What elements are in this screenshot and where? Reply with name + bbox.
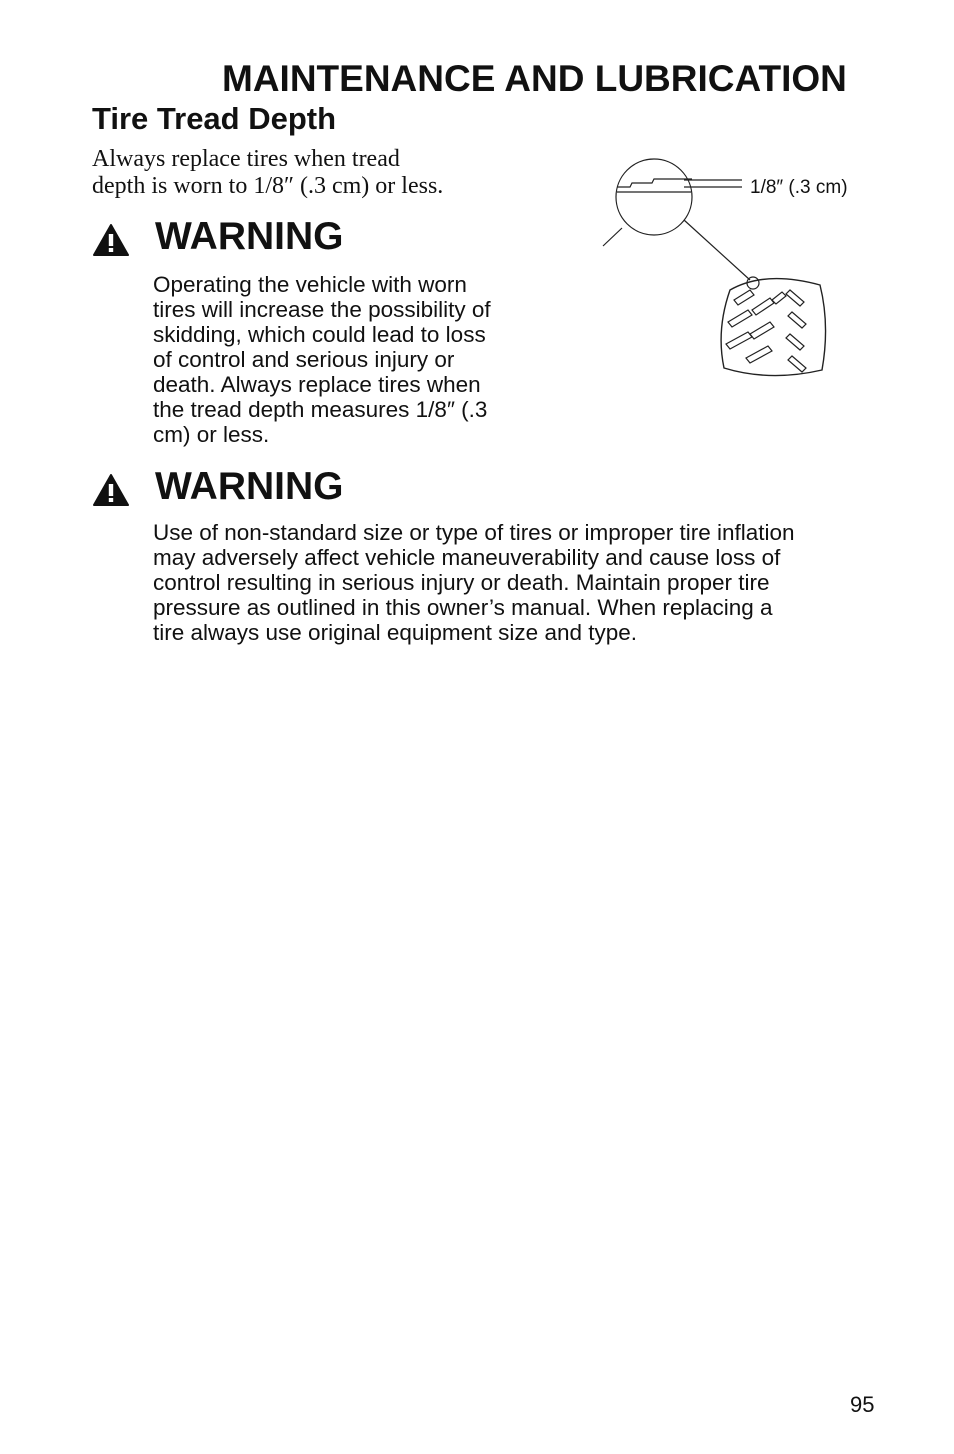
warning-body — [153, 520, 795, 645]
warning-line: tires will increase the possibility of — [153, 297, 491, 322]
intro-paragraph — [92, 146, 562, 200]
warning-title: WARNING — [155, 215, 344, 258]
tread-depth-label: 1/8″ (.3 cm) — [750, 177, 848, 198]
warning-line: cm) or less. — [153, 422, 270, 447]
intro-line: depth is worn to 1/8″ (.3 cm) or less. — [92, 173, 444, 199]
warning-line: the tread depth measures 1/8″ (.3 — [153, 397, 488, 422]
warning-triangle-icon — [92, 223, 130, 257]
intro-line: Always replace tires when tread — [92, 146, 400, 172]
warning-line: may adversely affect vehicle maneuverability and cause loss of — [153, 545, 781, 570]
warning-line: Use of non-standard size or type of tires or improper tire inflation — [153, 520, 795, 545]
warning-title: WARNING — [155, 465, 344, 508]
warning-body — [153, 272, 491, 447]
page-number: 95 — [850, 1392, 875, 1417]
section-title: Tire Tread Depth — [92, 101, 337, 136]
warning-line: tire always use original equipment size and type. — [153, 620, 638, 645]
warning-line: Operating the vehicle with worn — [153, 272, 467, 297]
warning-line: control resulting in serious injury or death. Maintain proper tire — [153, 570, 770, 595]
warning-line: death. Always replace tires when — [153, 372, 481, 397]
page-header-title: MAINTENANCE AND LUBRICATION — [222, 58, 847, 99]
warning-line: pressure as outlined in this owner’s manual. When replacing a — [153, 595, 773, 620]
warning-line: skidding, which could lead to loss — [153, 322, 486, 347]
warning-line: of control and serious injury or — [153, 347, 455, 372]
warning-triangle-icon — [92, 473, 130, 507]
